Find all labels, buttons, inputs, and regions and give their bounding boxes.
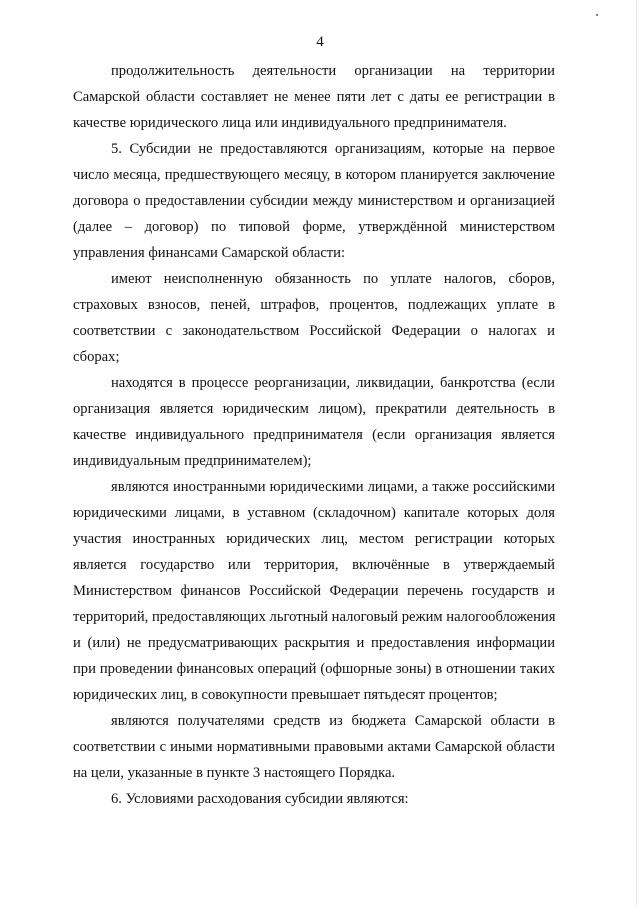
text-line: (далее – договор) по типовой форме, утверждённой министерством <box>73 219 555 235</box>
text-line: качестве юридического лица или индивидуального предпринимателя. <box>73 115 507 131</box>
text-line: сборах; <box>73 349 120 365</box>
text-line: организация является юридическим лицом), прекратили деятельность в <box>73 401 555 417</box>
text-line: качестве индивидуального предпринимателя (если организация является <box>73 427 555 443</box>
text-line: и (или) не предусматривающих раскрытия и предоставления информации <box>73 635 555 651</box>
text-line: соответствии с законодательством Российской Федерации о налогах и <box>73 323 555 339</box>
text-line: находятся в процессе реорганизации, ликвидации, банкротства (если <box>111 375 555 391</box>
page-number: 4 <box>316 34 324 50</box>
scan-edge <box>636 0 637 905</box>
document-body <box>73 58 555 812</box>
text-line: территорий, предоставляющих льготный налоговый режим налогообложения <box>73 609 556 625</box>
text-line: индивидуальным предпринимателем); <box>73 453 312 469</box>
text-line: 6. Условиями расходования субсидии являются: <box>111 791 409 807</box>
text-line: является государство или территория, включённые в утверждаемый <box>73 557 555 573</box>
text-line: юридических лиц, в совокупности превышает пятьдесят процентов; <box>73 687 498 703</box>
text-line: Министерством финансов Российской Федерации перечень государств и <box>73 583 555 599</box>
text-line: участия иностранных юридических лиц, местом регистрации которых <box>73 531 555 547</box>
text-line: 5. Субсидии не предоставляются организациям, которые на первое <box>111 141 555 157</box>
text-line: на цели, указанные в пункте 3 настоящего Порядка. <box>73 765 396 781</box>
scan-speck <box>596 14 598 16</box>
text-line: продолжительность деятельности организации на территории <box>111 63 555 79</box>
text-line: Самарской области составляет не менее пяти лет с даты ее регистрации в <box>73 89 555 105</box>
text-line: управления финансами Самарской области: <box>73 245 346 261</box>
text-line: имеют неисполненную обязанность по уплате налогов, сборов, <box>111 271 555 287</box>
text-line: соответствии с иными нормативными правовыми актами Самарской области <box>73 739 555 755</box>
text-line: число месяца, предшествующего месяцу, в котором планируется заключение <box>73 167 555 183</box>
text-line: договора о предоставлении субсидии между министерством и организацией <box>73 193 555 209</box>
text-line: при проведении финансовых операций (офшорные зоны) в отношении таких <box>73 661 555 677</box>
text-line: страховых взносов, пеней, штрафов, процентов, подлежащих уплате в <box>73 297 555 313</box>
text-line: являются получателями средств из бюджета Самарской области в <box>111 713 555 729</box>
text-line: юридическими лицами, в уставном (складочном) капитале которых доля <box>73 505 555 521</box>
text-line: являются иностранными юридическими лицами, а также российскими <box>111 479 555 495</box>
